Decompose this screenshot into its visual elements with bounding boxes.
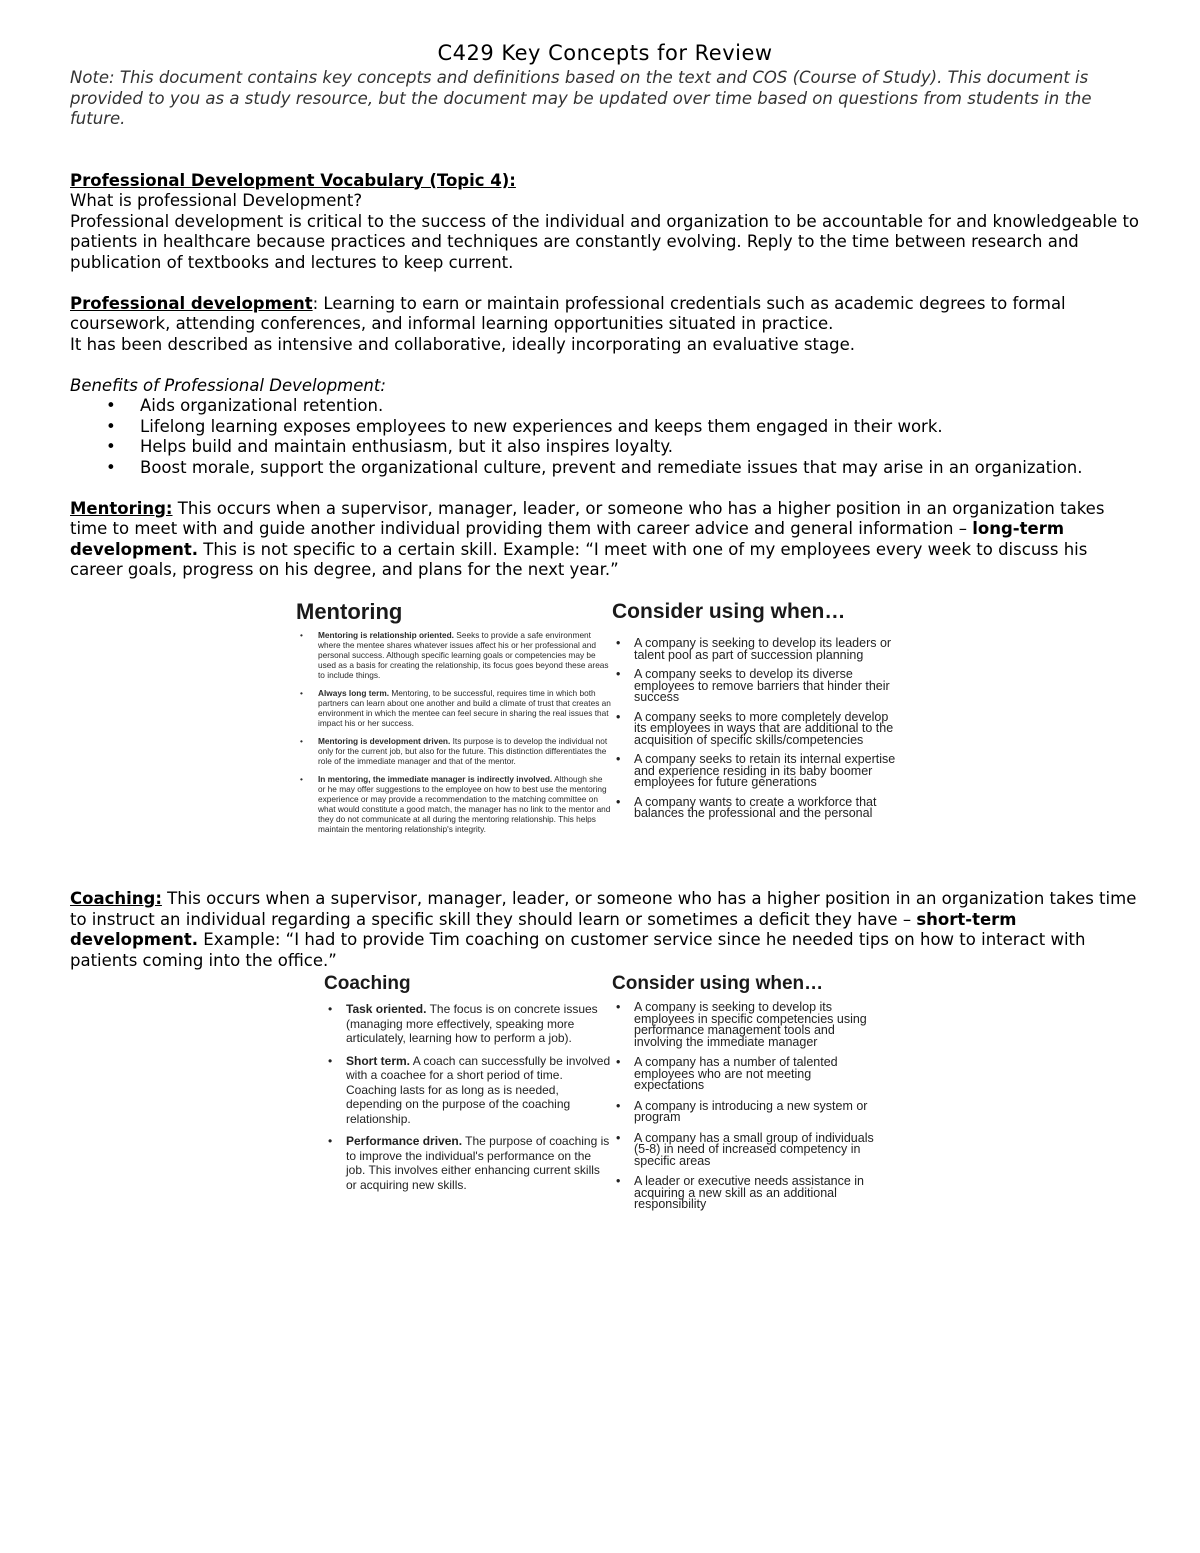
figure-list-item: • Mentoring is relationship oriented. Seeks to provide a safe environment where the mentee shares whatever issues affect his or her professional and personal success. Although specific learning goals or competencies may be used as a basis for creating the relationship, its focus goes beyond these areas to include things. xyxy=(300,630,609,680)
mentoring-figure-heading: Mentoring xyxy=(296,599,403,624)
figure-list-item: • Short term. A coach can successfully be involved with a coachee for a short period of time. Coaching lasts for as long as is needed, depending on the purpose of the coaching relationship. xyxy=(328,1053,611,1126)
document-title: C429 Key Concepts for Review xyxy=(437,41,773,65)
figure-list-item: • Performance driven. The purpose of coaching is to improve the individual's performance on the job. This involves either enhancing current skills or acquiring new skills. xyxy=(328,1134,610,1192)
figure-list-item: • A company is seeking to develop its employees in specific competencies using performance management tools and involving the immediate manager xyxy=(616,1000,867,1049)
benefits-heading: Benefits of Professional Development: xyxy=(70,375,386,395)
list-item: • Lifelong learning exposes employees to new experiences and keeps them engaged in their work. xyxy=(140,417,1140,438)
coaching-term: Coaching: xyxy=(70,889,162,908)
figure-list-item: • A company seeks to retain its internal expertise and experience residing in its baby boomer employees for future generations xyxy=(616,752,896,789)
coaching-section xyxy=(70,889,1140,971)
pd-term: Professional development xyxy=(70,293,313,313)
figure-list-item: • Always long term. Mentoring, to be successful, requires time in which both partners can learn about one another and build a climate of trust that creates an environment in which the mentee can feel secure in sharing the real issues that impact his or her success. xyxy=(300,688,611,728)
figure-list-item: • A company wants to create a workforce that balances the professional and the personal xyxy=(616,794,877,820)
mentoring-term: Mentoring: xyxy=(70,498,173,518)
document-page xyxy=(70,40,1140,581)
list-item: • Aids organizational retention. xyxy=(140,396,1140,417)
pd-vocab-heading: Professional Development Vocabulary (Topic 4): xyxy=(70,170,516,190)
figure-list-item: • A company is seeking to develop its leaders or talent pool as part of succession planning xyxy=(616,636,892,662)
mentoring-consider-heading: Consider using when… xyxy=(612,600,846,623)
list-item: • Helps build and maintain enthusiasm, but it also inspires loyalty. xyxy=(140,437,1140,458)
benefits-list xyxy=(70,396,1140,478)
coaching-definition: Coaching: This occurs when a supervisor, manager, leader, or someone who has a higher position in an organization takes time to instruct an individual regarding a specific skill they should learn or sometimes a deficit they have – short-term development. Example: “I had to provide Tim coaching on customer service since he needed tips on how to interact with patients coming into the office.” xyxy=(70,889,1137,970)
pd-answer: Professional development is critical to the success of the individual and organization to be accountable for and knowledgeable to patients in healthcare because practices and techniques are constantly evolving. Reply to the time between research and publication of textbooks and lectures to keep current. xyxy=(70,211,1140,272)
pd-question: What is professional Development? xyxy=(70,191,363,210)
figure-list-item: • A leader or executive needs assistance in acquiring a new skill as an additional responsibility xyxy=(616,1174,864,1211)
figure-list-item: • A company has a number of talented employees who are not meeting expectations xyxy=(616,1055,838,1092)
list-item: • Boost morale, support the organizational culture, prevent and remediate issues that may arise in an organization. xyxy=(140,458,1140,479)
figure-list-item: • A company has a small group of individuals (5-8) in need of increased competency in specific areas xyxy=(616,1130,874,1168)
figure-list-item: • A company seeks to more completely develop its employees in ways that are additional to the acquisition of specific skills/competencies xyxy=(616,709,894,747)
mentoring-definition: Mentoring: This occurs when a supervisor, manager, leader, or someone who has a higher position in an organization takes time to meet with and guide another individual providing them with career advice and general information – long-term development. This is not specific to a certain skill. Example: “I meet with one of my employees every week to discuss his career goals, progress on his degree, and plans for the next year.” xyxy=(70,498,1105,579)
document-note: Note: This document contains key concepts and definitions based on the text and COS (Course of Study). This document is provided to you as a study resource, but the document may be updated over time based on questions from students in the future. xyxy=(70,68,1092,128)
pd-definition-2: It has been described as intensive and collaborative, ideally incorporating an evaluative stage. xyxy=(70,334,855,354)
figure-list-item: • In mentoring, the immediate manager is indirectly involved. Although she or he may offer suggestions to the employee on how to best use the mentoring experience or may provide a recommendation to the matching committee on what would constitute a good match, the manager has no link to the mentor and they do not communicate at all during the mentoring relationship. This helps maintain the mentoring relationship's integrity. xyxy=(300,774,611,834)
figure-list-item: • A company seeks to develop its diverse employees to remove barriers that hinder their success xyxy=(616,667,890,704)
coaching-consider-heading: Consider using when… xyxy=(612,973,824,994)
figure-list-item: • Mentoring is development driven. Its purpose is to develop the individual not only for the current job, but also for the future. This distinction differentiates the role of the immediate manager and that of the mentor. xyxy=(300,736,608,766)
pd-definition: Professional development: Learning to earn or maintain professional credentials such as academic degrees to formal coursework, attending conferences, and informal learning opportunities situated in practice. xyxy=(70,293,1066,333)
coaching-figure-heading: Coaching xyxy=(324,973,411,994)
figure-list-item: • Task oriented. The focus is on concrete issues (managing more effectively, speaking more articulately, learning how to perform a job). xyxy=(328,1002,598,1045)
mentoring-figure xyxy=(296,600,904,866)
coaching-figure xyxy=(324,972,884,1212)
figure-list-item: • A company is introducing a new system or program xyxy=(616,1098,868,1124)
